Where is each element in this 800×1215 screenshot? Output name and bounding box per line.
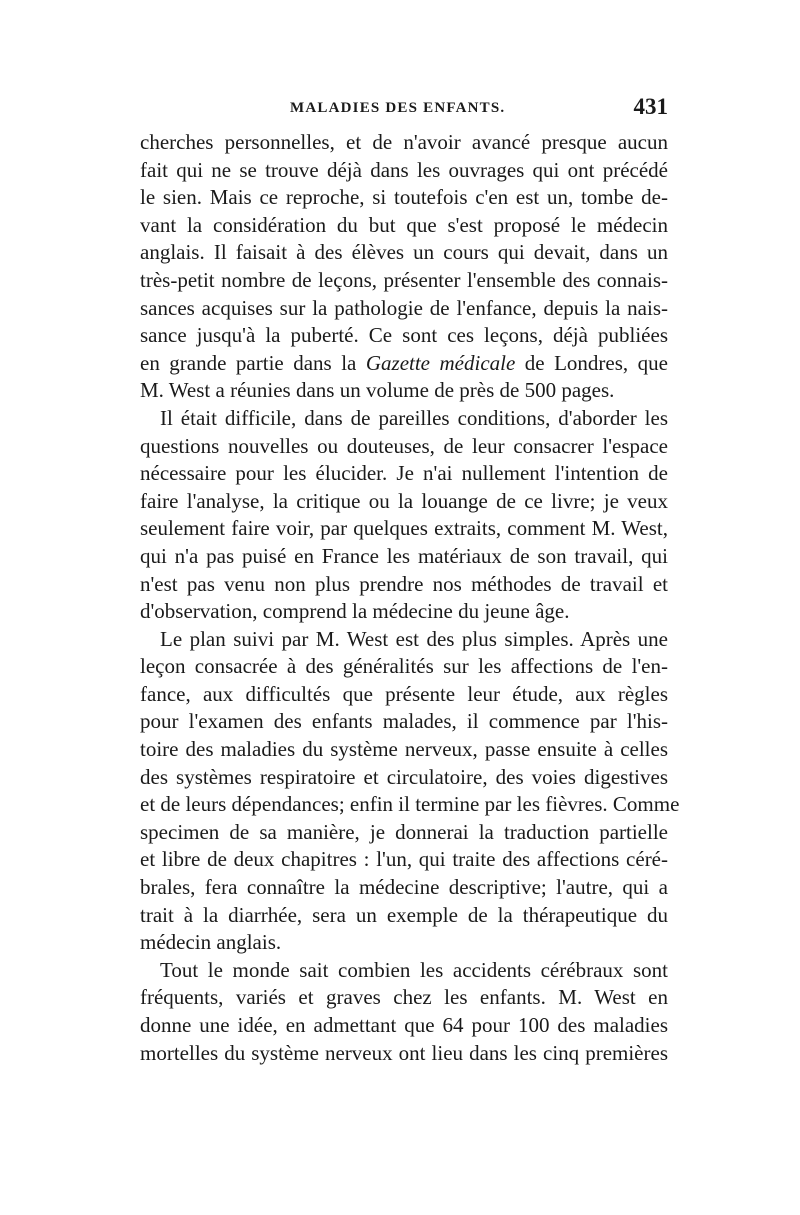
text-line: seulement faire voir, par quelques extraits, comment M. West, xyxy=(140,516,668,541)
text-line: fréquents, variés et graves chez les enfants. M. West en xyxy=(140,985,668,1010)
text-line: des systèmes respiratoire et circulatoire, des voies digestives xyxy=(140,764,668,789)
text-line: leçon consacrée à des généralités sur les affections de l'en- xyxy=(140,654,668,679)
text-line: toire des maladies du système nerveux, passe ensuite à celles xyxy=(140,737,668,762)
text-line: anglais. Il faisait à des élèves un cours qui devait, dans un xyxy=(140,240,668,265)
text-line: médecin anglais. xyxy=(140,930,282,955)
text-line: d'observation, comprend la médecine du jeune âge. xyxy=(140,599,570,624)
page-number: 431 xyxy=(633,94,668,119)
text-line: très-petit nombre de leçons, présenter l'ensemble des connais- xyxy=(140,267,668,292)
text-line: nécessaire pour les élucider. Je n'ai nullement l'intention de xyxy=(140,461,668,486)
text-line: et libre de deux chapitres : l'un, qui traite des affections céré- xyxy=(140,847,668,872)
text-line: Il était difficile, dans de pareilles conditions, d'aborder les xyxy=(160,405,668,430)
text-line: M. West a réunies dans un volume de près de 500 pages. xyxy=(140,378,615,403)
text-line: donne une idée, en admettant que 64 pour 100 des maladies xyxy=(140,1013,668,1037)
text-line: Le plan suivi par M. West est des plus simples. Après une xyxy=(160,626,668,651)
body-text xyxy=(140,129,680,1067)
text-line: questions nouvelles ou douteuses, de leur consacrer l'espace xyxy=(140,433,668,458)
text-line: qui n'a pas puisé en France les matériaux de son travail, qui xyxy=(140,543,668,568)
text-line: n'est pas venu non plus prendre nos méthodes de travail et xyxy=(140,571,668,596)
journal-title: Gazette médicale xyxy=(365,350,516,375)
text-line: faire l'analyse, la critique ou la louange de ce livre; je veux xyxy=(140,488,668,513)
text-line-with-italic xyxy=(140,350,668,378)
running-title: MALADIES DES ENFANTS. xyxy=(290,100,506,116)
text-line: et de leurs dépendances; enfin il termine par les fièvres. Comme xyxy=(140,792,680,817)
text-segment: de Londres, que xyxy=(515,350,668,375)
text-line: specimen de sa manière, je donnerai la traduction partielle xyxy=(140,819,668,844)
text-line: pour l'examen des enfants malades, il commence par l'his- xyxy=(140,709,668,734)
text-line: fance, aux difficultés que présente leur étude, aux règles xyxy=(140,681,668,706)
text-line: Tout le monde sait combien les accidents cérébraux sont xyxy=(160,957,668,982)
text-line: cherches personnelles, et de n'avoir avancé presque aucun xyxy=(140,130,668,154)
text-segment: en grande partie dans la xyxy=(140,350,366,375)
text-line: fait qui ne se trouve déjà dans les ouvrages qui ont précédé xyxy=(140,157,668,182)
text-line: trait à la diarrhée, sera un exemple de la thérapeutique du xyxy=(140,902,668,927)
text-line: le sien. Mais ce reproche, si toutefois c'en est un, tombe de- xyxy=(140,185,668,210)
text-line: brales, fera connaître la médecine descriptive; l'autre, qui a xyxy=(140,875,668,900)
running-head xyxy=(140,94,668,124)
text-line: mortelles du système nerveux ont lieu dans les cinq premières xyxy=(140,1040,668,1065)
text-line: sances acquises sur la pathologie de l'enfance, depuis la nais- xyxy=(140,295,668,320)
text-line: vant la considération du but que s'est proposé le médecin xyxy=(140,212,668,237)
text-line: sance jusqu'à la puberté. Ce sont ces leçons, déjà publiées xyxy=(140,323,668,348)
